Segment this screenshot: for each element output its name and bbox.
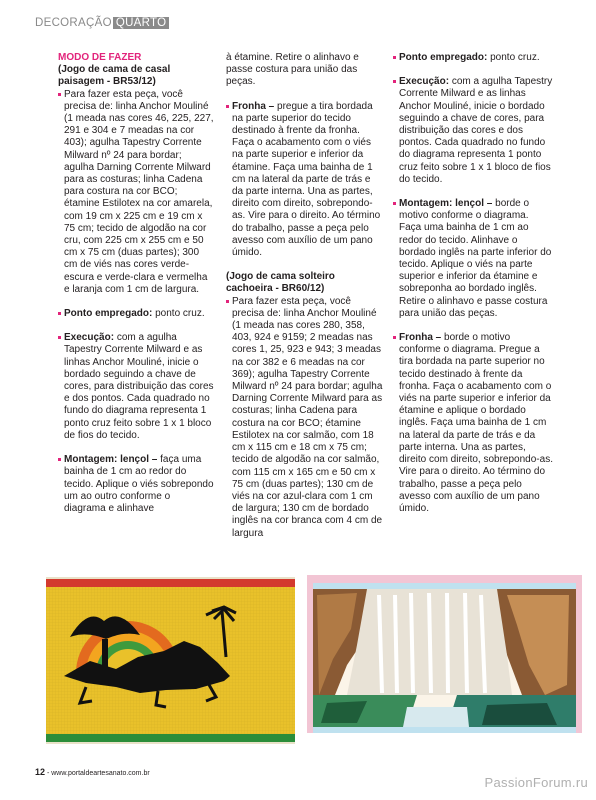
- project-subtitle-paisagem: (Jogo de cama de casal paisagem - BR53/12): [58, 64, 171, 88]
- footer-url[interactable]: - www.portaldeartesanato.com.br: [46, 770, 150, 777]
- watermark: PassionForum.ru: [484, 775, 588, 790]
- stitch-paragraph: Ponto empregado: ponto cruz.: [58, 308, 214, 320]
- text-column-1: [58, 52, 214, 515]
- section-label: DECORAÇÃO: [35, 17, 112, 29]
- bullet-icon: [226, 105, 229, 108]
- pillowcase-paragraph: Fronha – borde o motivo conforme o diagrama. Pregue a tira bordada na parte superior no tecido destinado à frente da fronha. Faça o acabamento com o viés na parte superior e inferior da étamine e aplique o bordado inglês. Faça uma bainha de 1 cm na lateral da parte de trás e da parte interna. Una as partes, direito com direito, sobrepondo-as. Vire para o direito. Ao término do trabalho, passe a peça pelo avesso com auxílio de um pano úmido.: [393, 332, 553, 515]
- stitch-paragraph: Ponto empregado: ponto cruz.: [393, 52, 553, 64]
- assembly-continuation: à étamine. Retire o alinhavo e passe costura para união das peças.: [226, 52, 359, 88]
- assembly-paragraph: Montagem: lençol – borde o motivo conforme o diagrama. Faça uma bainha de 1 cm ao redor do tecido. Alinhave o bordado inglês na parte inferior do tecido. Aplique o viés na parte superior e inferior da étamine e sobreponha ao bordado inglês. Retire o alinhavo e passe costura para união das peças.: [393, 198, 553, 320]
- bullet-icon: [58, 93, 61, 96]
- bullet-icon: [393, 56, 396, 59]
- page-number: 12: [35, 767, 46, 777]
- sunset-embroidery-photo: [46, 577, 295, 744]
- subsection-label: QUARTO: [113, 17, 170, 29]
- assembly-paragraph: Montagem: lençol – faça uma bainha de 1 cm ao redor do tecido. Aplique o viés sobrepondo um ao outro conforme o diagrama e alinhave: [58, 454, 214, 515]
- text-column-3: [393, 52, 553, 515]
- text-column-2: [226, 52, 384, 540]
- bullet-icon: [393, 80, 396, 83]
- materials-paragraph: Para fazer esta peça, você precisa de: linha Anchor Mouliné (1 meada nas cores 280, 358, 403, 924 e 9159; 2 meadas nas cores 1, 25, 923 e 943; 3 meadas na cor 382 e 6 meadas na cor 369); agulha Tapestry Corrente Milward nº 24 para bordar; agulha Darning Corrente Milward para as costuras; linha Cadena para costura na cor BCO; étamine Estilotex na cor salmão, com 18 cm x 115 cm e 18 cm x 75 cm; tecido de algodão na cor salmão, com 115 cm x 165 cm e 50 cm x 75 cm (duas partes); 130 cm de viés na cor azul-clara com 1 cm de largura; 130 cm de bordado inglês na cor branca com 4 cm de largura: [226, 296, 384, 540]
- pillowcase-paragraph: Fronha – pregue a tira bordada na parte superior do tecido destinado à frente da fronha. Faça o acabamento com o viés na parte superior e inferior da étamine. Faça uma bainha de 1 cm na lateral da parte de trás e da parte interna. Una as partes, direito com direito, sobrepondo-as. Vire para o direito. Ao término do trabalho, passe a peça pelo avesso com auxílio de um pano úmido.: [226, 101, 384, 260]
- section-header: [35, 16, 169, 30]
- bullet-icon: [58, 312, 61, 315]
- project-subtitle-cachoeira: (Jogo de cama solteiro cachoeira - BR60/12): [226, 271, 335, 295]
- bullet-icon: [58, 336, 61, 339]
- page-footer: [35, 767, 150, 777]
- waterfall-illustration: [307, 575, 582, 745]
- bullet-icon: [58, 458, 61, 461]
- execution-paragraph: Execução: com a agulha Tapestry Corrente Milward e as linhas Anchor Mouliné, inicie o bordado seguindo a chave de cores, para distribuição das cores e dos pontos. Cada quadrado no fundo do diagrama representa 1 ponto cruz feito sobre 1 x 1 bloco de fios do tecido.: [58, 332, 214, 442]
- materials-paragraph: Para fazer esta peça, você precisa de: linha Anchor Mouliné (1 meada nas cores 46, 225, 227, 291 e 304 e 7 meadas na cor 403); agulha Tapestry Corrente Milward nº 24 para bordar; agulha Darning Corrente Milward para as costuras; linha Cadena para costura na cor BCO; étamine Estilotex na cor amarela, com 19 cm x 225 cm e 19 cm x 75 cm; tecido de algodão na cor cru, com 225 cm x 255 cm e 50 cm x 75 cm (duas partes); 300 cm de viés nas cores verde-escura e verde-clara e vermelha e laranja com 1 cm de largura.: [58, 89, 214, 296]
- waterfall-embroidery-photo: [307, 575, 582, 745]
- bullet-icon: [226, 300, 229, 303]
- bullet-icon: [393, 202, 396, 205]
- bullet-icon: [393, 336, 396, 339]
- sunset-island-illustration: [46, 577, 295, 744]
- instructions-title: MODO DE FAZER: [58, 52, 142, 63]
- execution-paragraph: Execução: com a agulha Tapestry Corrente Milward e as linhas Anchor Mouliné, inicie o bordado seguindo a chave de cores, para distribuição das cores e dos pontos. Cada quadrado no fundo do diagrama representa 1 ponto cruz feito sobre 1 x 1 bloco de fios do tecido.: [393, 76, 553, 186]
